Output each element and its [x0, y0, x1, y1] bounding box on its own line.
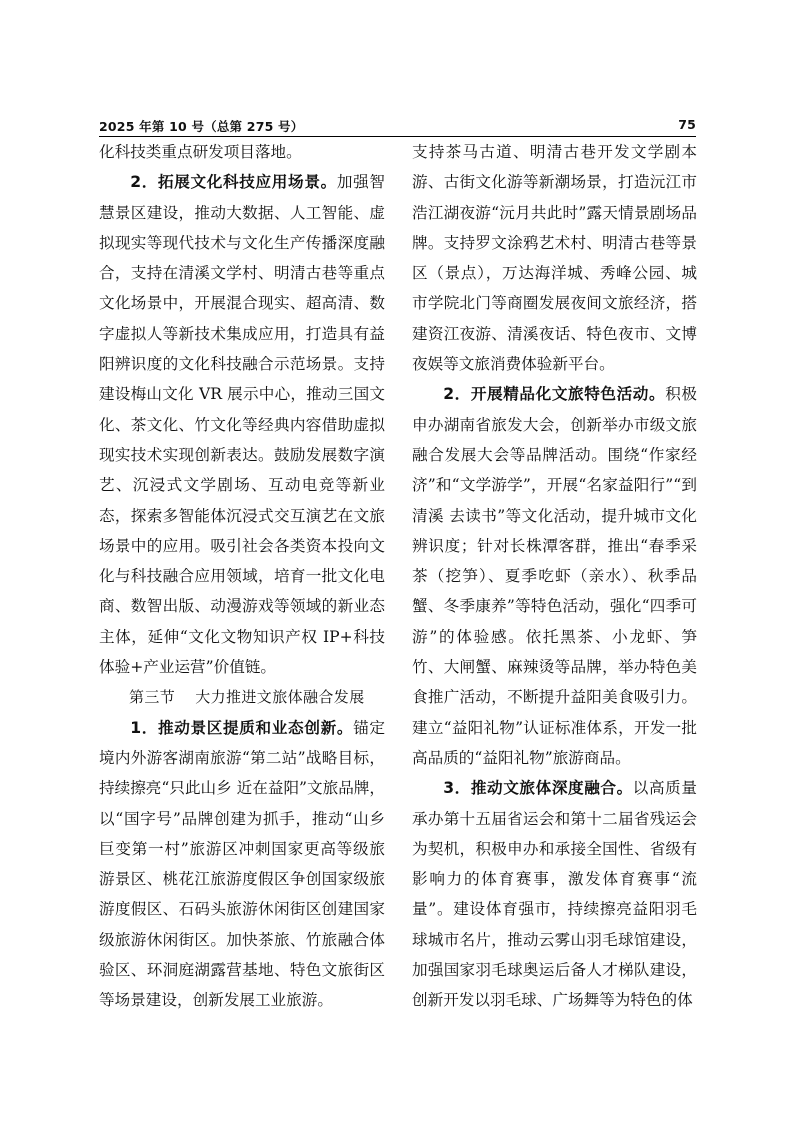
paragraph-body: 加强智慧景区建设，推动大数据、人工智能、虚拟现实等现代技术与文化生产传播深度融合，支持在清溪文学村、明清古巷等重点文化场景中，开展混合现实、超高清、数字虚拟人等新技术集成应用，打造具有益阳辨识度的文化科技融合示范场景。支持建设梅山文化 VR 展示中心，推动三国文化、茶文化、竹文化等经典内容借助虚拟现实技术实现创新表达。鼓励发展数字演艺、沉浸式文学剧场、互动电竞等新业态，探索多智能体沉浸式交互演艺在文旅场景中的应用。吸引社会各类资本投向文化与科技融合应用领域，培育一批文化电商、数智出版、动漫游戏等领域的新业态主体，延伸“文化文物知识产权 IP+科技体验+产业运营”价值链。: [99, 173, 385, 677]
paragraph-tech-scenes: [99, 167, 385, 682]
paragraph-featured-activities: [412, 379, 697, 773]
paragraph-heading: 开展精品化文旅特色活动。: [470, 385, 666, 404]
continued-paragraph: 支持茶马古道、明清古巷开发文学剧本游、古街文化游等新潮场景，打造沅江市浩江湖夜游“沅月共此时”露天情景剧场品牌。支持罗文涂鸦艺术村、明清古巷等景区（景点），万达海洋城、秀峰公园、城市学院北门等商圈发展夜间文旅经济，搭建资江夜游、清溪夜话、特色夜市、文博夜娱等文旅消费体验新平台。: [412, 143, 697, 374]
paragraph-body: 以高质量承办第十五届省运会和第十二届省残运会为契机，积极申办和承接全国性、省级有影响力的体育赛事，激发体育赛事“流量”。建设体育强市，持续擦亮益阳羽毛球城市名片，推动云雾山羽毛球馆建设，加强国家羽毛球奥运后备人才梯队建设，创新开发以羽毛球、广场舞等为特色的体: [412, 779, 697, 1010]
item-number: 1．: [130, 718, 158, 737]
section-number: 第三节: [129, 688, 176, 707]
paragraph-heading: 推动文旅体深度融合。: [470, 779, 633, 798]
item-number: 2．: [443, 385, 471, 404]
section-title: 大力推进文旅体融合发展: [195, 688, 365, 707]
paragraph-scenic-upgrade: [99, 713, 385, 1016]
left-column: [99, 137, 385, 1016]
item-number: 2．: [130, 173, 158, 192]
paragraph-sports-integration: [412, 773, 697, 1015]
issue-label: 2025 年第 10 号（总第 275 号）: [99, 119, 304, 134]
paragraph-heading: 拓展文化科技应用场景。: [157, 173, 337, 192]
section-heading: [99, 682, 385, 712]
paragraph-heading: 推动景区提质和业态创新。: [157, 718, 354, 737]
paragraph-body: 锚定境内外游客湖南旅游“第二站”战略目标，持续擦亮“只此山乡 近在益阳”文旅品牌，以“国字号”品牌创建为抓手，推动“山乡巨变第一村”旅游区冲刺国家更高等级旅游景区、桃花江旅游度假区争创国家级旅游度假区、石码头旅游休闲街区创建国家级旅游休闲街区。加快茶旅、竹旅融合体验区、环洞庭湖露营基地、特色文旅街区等场景建设，创新发展工业旅游。: [99, 718, 385, 1010]
right-column: [412, 137, 697, 1016]
item-number: 3．: [443, 779, 471, 798]
paragraph-body: 积极申办湖南省旅发大会，创新举办市级文旅融合发展大会等品牌活动。围绕“作家经济”和“文学游学”，开展“名家益阳行”“到清溪 去读书”等文化活动，提升城市文化辨识度；针对长株潭客群，推出“春季采茶（挖笋）、夏季吃虾（亲水）、秋季品蟹、冬季康养”等特色活动，强化“四季可游”的体验感。依托黑茶、小龙虾、笋竹、大闸蟹、麻辣烫等品牌，举办特色美食推广活动，不断提升益阳美食吸引力。建立“益阳礼物”认证标准体系，开发一批高品质的“益阳礼物”旅游商品。: [412, 385, 697, 767]
page-number: 75: [678, 117, 696, 132]
continued-paragraph: 化科技类重点研发项目落地。: [99, 143, 302, 161]
